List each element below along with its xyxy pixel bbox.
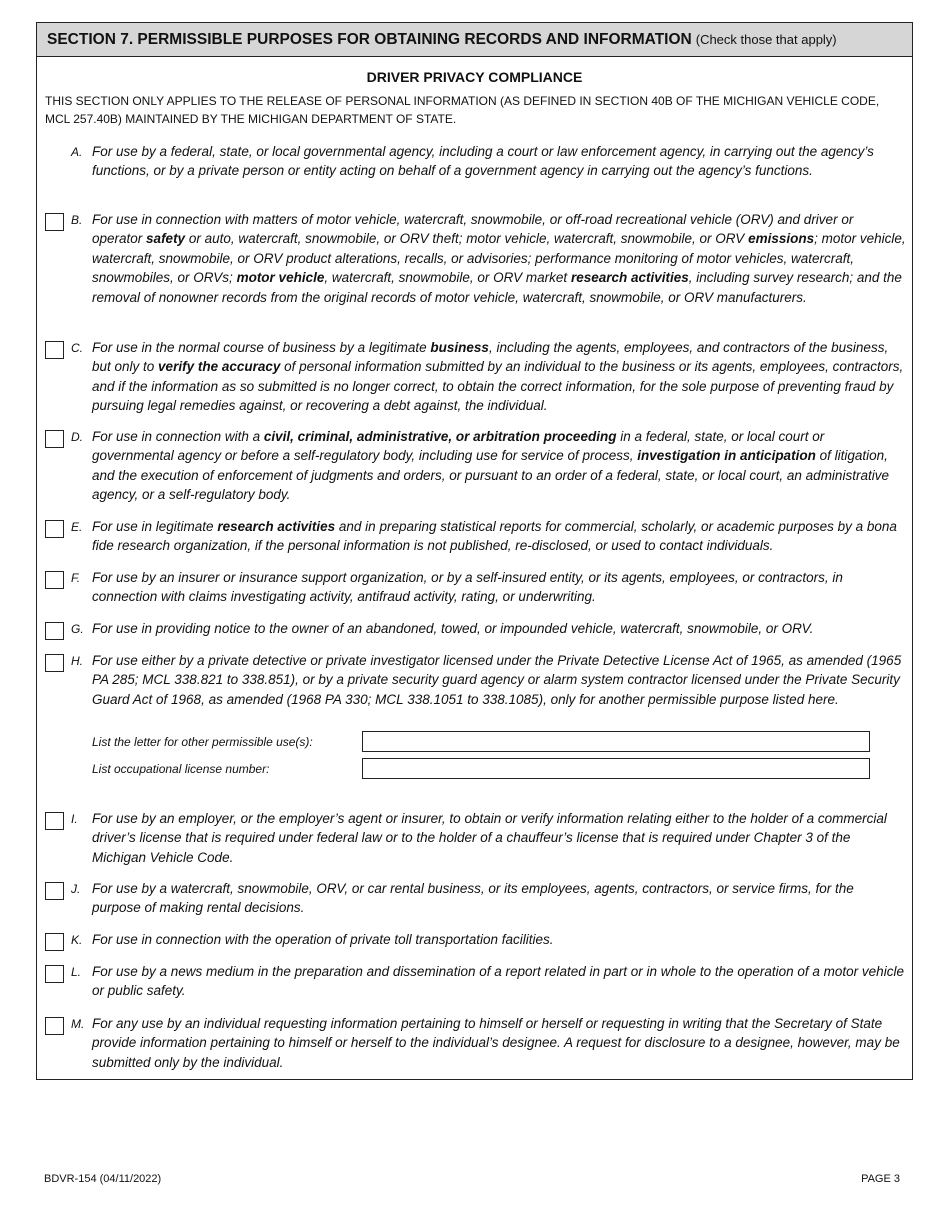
item-letter: F. <box>71 571 81 585</box>
item-letter: L. <box>71 965 82 979</box>
item-text-segment: , including the agents, employees, and contractors of the business, but only to <box>92 340 889 375</box>
checkbox-i[interactable] <box>45 812 64 830</box>
item-text-segment: For use by an insurer or insurance support organization, or by a self-insured entity, or its agents, employees, or contractors, in connection with claims investigating activity, antifraud activity, rating, or underwriting. <box>92 570 843 605</box>
item-text <box>92 338 906 416</box>
other-use-row <box>92 731 872 753</box>
item-text-segment: For use by a news medium in the preparation and dissemination of a report related in part or in whole to the operation of a motor vehicle or public safety. <box>92 964 904 999</box>
item-text <box>92 962 906 1001</box>
emphasis-text: motor vehicle <box>236 270 325 286</box>
emphasis-text: research activities <box>570 270 689 286</box>
item-text-segment: of personal information submitted by an individual to the business or its agents, employees, contractors, and if the information as so submitted is no longer correct, to obtain the correct information, for the sole purpose of preventing fraud by pursuing legal remedies against, or recovering a debt against, the individual. <box>92 359 904 414</box>
item-letter: G. <box>71 622 84 636</box>
item-letter: D. <box>71 430 83 444</box>
item-text-segment: For use in connection with the operation of private toll transportation facilities. <box>92 932 554 947</box>
item-text-segment: in a federal, state, or local court or governmental agency or before a self-regulatory body, including use for service of process, <box>92 429 825 464</box>
item-text <box>92 809 906 867</box>
item-text <box>92 517 906 556</box>
item-letter: A. <box>71 145 83 159</box>
item-text-segment: For use either by a private detective or private investigator licensed under the Private Detective License Act of 1965, as amended (1965 PA 285; MCL 338.821 to 338.851), or by a private security guard agency or alarm system contractor licensed under the Private Security Guard Act of 1968, as amended (1968 PA 330; MCL 338.1051 to 338.1085), only for another permissible purpose listed here. <box>92 653 902 707</box>
item-text-segment: For use by an employer, or the employer’s agent or insurer, to obtain or verify information relating either to the holder of a commercial driver’s license that is required under federal law or to the holder of a chauffeur’s license that is required under Chapter 3 of the Michigan Vehicle Code. <box>92 811 887 865</box>
section-note: (Check those that apply) <box>695 32 837 47</box>
item-text-segment: For use in connection with matters of motor vehicle, watercraft, snowmobile, or off-road recreational vehicle (ORV) and driver or operator <box>92 212 854 247</box>
license-label: List occupational license number: <box>92 762 270 776</box>
checkbox-g[interactable] <box>45 622 64 640</box>
form-id: BDVR-154 (04/11/2022) <box>44 1173 162 1185</box>
checkbox-m[interactable] <box>45 1017 64 1035</box>
item-text-segment: ; motor vehicle, watercraft, snowmobile, or ORV product alterations, recalls, or advisories; performance monitoring of motor vehicles, watercraft, snowmobiles, or ORVs; <box>92 231 906 286</box>
item-text-segment: For use in connection with a <box>92 429 264 444</box>
section-header <box>37 23 912 57</box>
checkbox-c[interactable] <box>45 341 64 359</box>
item-text <box>92 210 906 307</box>
item-letter: M. <box>71 1017 85 1031</box>
item-letter: H. <box>71 654 83 668</box>
emphasis-text: civil, criminal, administrative, or arbitration proceeding <box>263 429 617 444</box>
license-row <box>92 758 872 780</box>
item-text <box>92 651 906 709</box>
item-letter: C. <box>71 341 83 355</box>
section-title: SECTION 7. PERMISSIBLE PURPOSES FOR OBTAINING RECORDS AND INFORMATION <box>47 30 692 48</box>
checkbox-d[interactable] <box>45 430 64 448</box>
item-text <box>92 619 906 638</box>
checkbox-e[interactable] <box>45 520 64 538</box>
checkbox-k[interactable] <box>45 933 64 951</box>
item-text-segment: , watercraft, snowmobile, or ORV market <box>324 270 571 286</box>
other-use-label: List the letter for other permissible use(s): <box>92 735 313 749</box>
item-text <box>92 427 906 505</box>
license-number-input[interactable] <box>362 758 870 779</box>
item-text <box>92 568 906 607</box>
item-text-segment: For use by a watercraft, snowmobile, ORV, or car rental business, or its employees, agents, contractors, or service firms, for the purpose of making rental decisions. <box>92 881 854 916</box>
item-text-segment: For any use by an individual requesting information pertaining to himself or herself or requesting in writing that the Secretary of State provide information pertaining to himself or herself to the individual’s designee. A request for disclosure to a designee, however, may be submitted only by the individual. <box>92 1016 900 1070</box>
item-text-segment: and in preparing statistical reports for commercial, scholarly, or academic purposes by a bona fide research organization, if the personal information is not published, re-disclosed, or used to contact individuals. <box>92 519 897 554</box>
emphasis-text: safety <box>146 231 186 247</box>
item-letter: B. <box>71 213 83 227</box>
checkbox-h[interactable] <box>45 654 64 672</box>
other-use-input[interactable] <box>362 731 870 752</box>
checkbox-l[interactable] <box>45 965 64 983</box>
emphasis-text: emissions <box>748 231 815 247</box>
emphasis-text: business <box>430 340 489 355</box>
item-text-segment: For use in legitimate <box>92 519 218 534</box>
item-text-segment: For use in the normal course of business by a legitimate <box>92 340 431 355</box>
item-text-segment: For use in providing notice to the owner of an abandoned, towed, or impounded vehicle, watercraft, snowmobile, or ORV. <box>92 621 814 636</box>
item-text-segment: or auto, watercraft, snowmobile, or ORV theft; motor vehicle, watercraft, snowmobile, or ORV <box>185 231 749 247</box>
checkbox-j[interactable] <box>45 882 64 900</box>
checkbox-b[interactable] <box>45 213 64 231</box>
item-text-segment: For use by a federal, state, or local governmental agency, including a court or law enforcement agency, in carrying out the agency’s functions, or by a private person or entity acting on behalf of a government agency in carrying out the agency’s functions. <box>92 144 874 179</box>
emphasis-text: research activities <box>217 519 336 534</box>
item-text <box>92 142 906 181</box>
emphasis-text: investigation in anticipation <box>637 448 816 464</box>
item-letter: K. <box>71 933 83 947</box>
intro-text: THIS SECTION ONLY APPLIES TO THE RELEASE OF PERSONAL INFORMATION (AS DEFINED IN SECTION 40B OF THE MICHIGAN VEHICLE CODE, MCL 257.40B) MAINTAINED BY THE MICHIGAN DEPARTMENT OF STATE. <box>45 94 880 126</box>
item-text-segment: , including survey research; and the removal of nonowner records from the original records of motor vehicle, watercraft, snowmobile, or ORV manufacturers. <box>92 270 902 305</box>
item-text <box>92 1014 906 1072</box>
item-letter: J. <box>71 882 81 896</box>
item-text <box>92 930 906 949</box>
page-number: PAGE 3 <box>861 1173 900 1185</box>
section-7-panel <box>36 22 913 1080</box>
item-text-segment: of litigation, and the execution of enforcement of judgments and orders, or pursuant to an order of a federal, state, or local court, an administrative agency, or a self-regulatory body. <box>92 448 889 503</box>
subtitle: DRIVER PRIVACY COMPLIANCE <box>366 69 583 85</box>
checkbox-f[interactable] <box>45 571 64 589</box>
item-letter: E. <box>71 520 83 534</box>
item-text <box>92 879 906 918</box>
item-letter: I. <box>71 812 78 826</box>
emphasis-text: verify the accuracy <box>158 359 281 375</box>
